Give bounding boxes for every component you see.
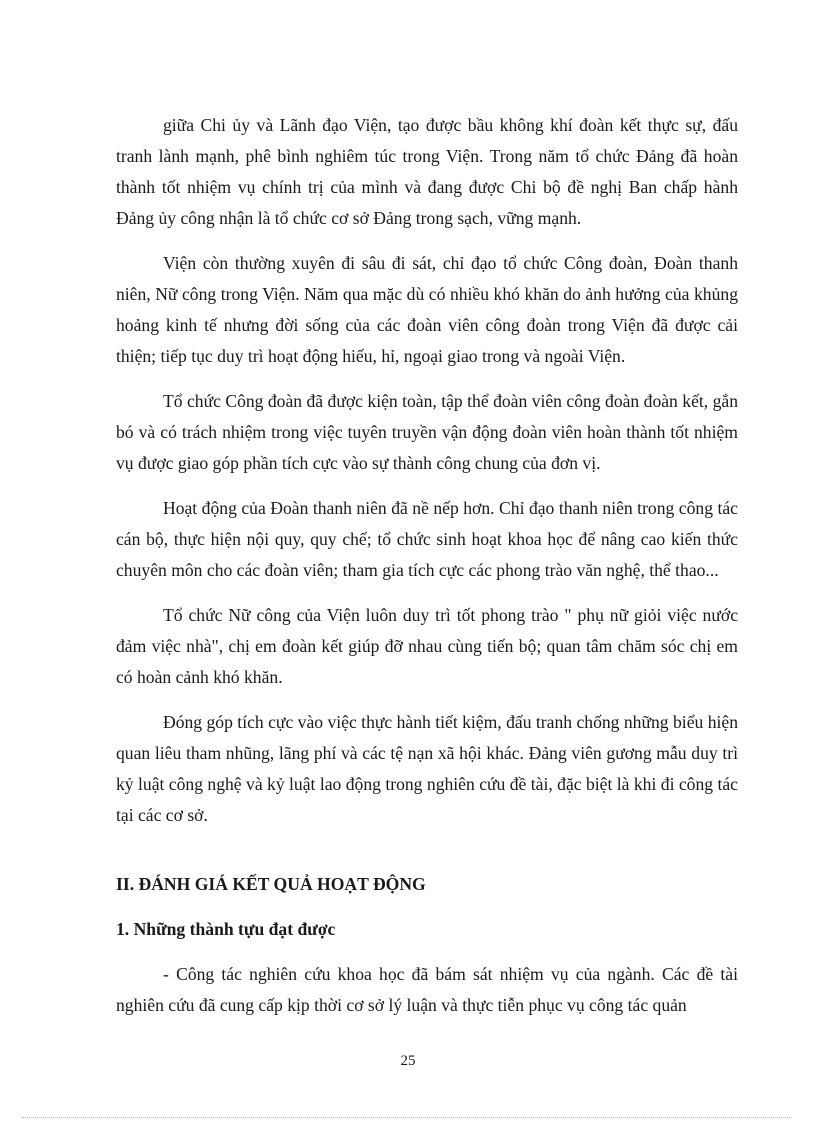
footer-dotted-rule [22, 1117, 792, 1118]
body-paragraph: Hoạt động của Đoàn thanh niên đã nề nếp hơn. Chỉ đạo thanh niên trong công tác cán bộ, thực hiện nội quy, quy chế; tổ chức sinh hoạt khoa học để nâng cao kiến thức chuyên môn cho các đoàn viên; tham gia tích cực các phong trào văn nghệ, thể thao... [116, 498, 738, 580]
subsection-heading: 1. Những thành tựu đạt được [116, 919, 336, 939]
section-heading: II. ĐÁNH GIÁ KẾT QUẢ HOẠT ĐỘNG [116, 874, 426, 894]
body-paragraph: Tổ chức Nữ công của Viện luôn duy trì tốt phong trào " phụ nữ giỏi việc nước đảm việc nhà", chị em đoàn kết giúp đỡ nhau cùng tiến bộ; quan tâm chăm sóc chị em có hoàn cảnh khó khăn. [116, 605, 738, 687]
bullet-paragraph: - Công tác nghiên cứu khoa học đã bám sát nhiệm vụ của ngành. Các đề tài nghiên cứu đã cung cấp kịp thời cơ sở lý luận và thực tiễn phục vụ công tác quản [116, 964, 738, 1015]
body-paragraph: Đóng góp tích cực vào việc thực hành tiết kiệm, đấu tranh chống những biểu hiện quan liêu tham nhũng, lãng phí và các tệ nạn xã hội khác. Đảng viên gương mẫu duy trì kỷ luật công nghệ và kỷ luật lao động trong nghiên cứu đề tài, đặc biệt là khi đi công tác tại các cơ sở. [116, 712, 738, 825]
body-paragraph: giữa Chi ủy và Lãnh đạo Viện, tạo được bầu không khí đoàn kết thực sự, đấu tranh lành mạnh, phê bình nghiêm túc trong Viện. Trong năm tổ chức Đảng đã hoàn thành tốt nhiệm vụ chính trị của mình và đang được Chi bộ đề nghị Ban chấp hành Đảng ủy công nhận là tổ chức cơ sở Đảng trong sạch, vững mạnh. [116, 115, 738, 228]
page-body [116, 110, 738, 1021]
page-number: 25 [400, 1053, 416, 1069]
body-paragraph: Viện còn thường xuyên đi sâu đi sát, chỉ đạo tổ chức Công đoàn, Đoàn thanh niên, Nữ công trong Viện. Năm qua mặc dù có nhiều khó khăn do ảnh hưởng của khủng hoảng kinh tế nhưng đời sống của các đoàn viên công đoàn trong Viện đã được cải thiện; tiếp tục duy trì hoạt động hiếu, hỉ, ngoại giao trong và ngoài Viện. [116, 253, 738, 366]
body-paragraph: Tổ chức Công đoàn đã được kiện toàn, tập thể đoàn viên công đoàn đoàn kết, gắn bó và có trách nhiệm trong việc tuyên truyền vận động đoàn viên hoàn thành tốt nhiệm vụ được giao góp phần tích cực vào sự thành công chung của đơn vị. [116, 391, 738, 473]
